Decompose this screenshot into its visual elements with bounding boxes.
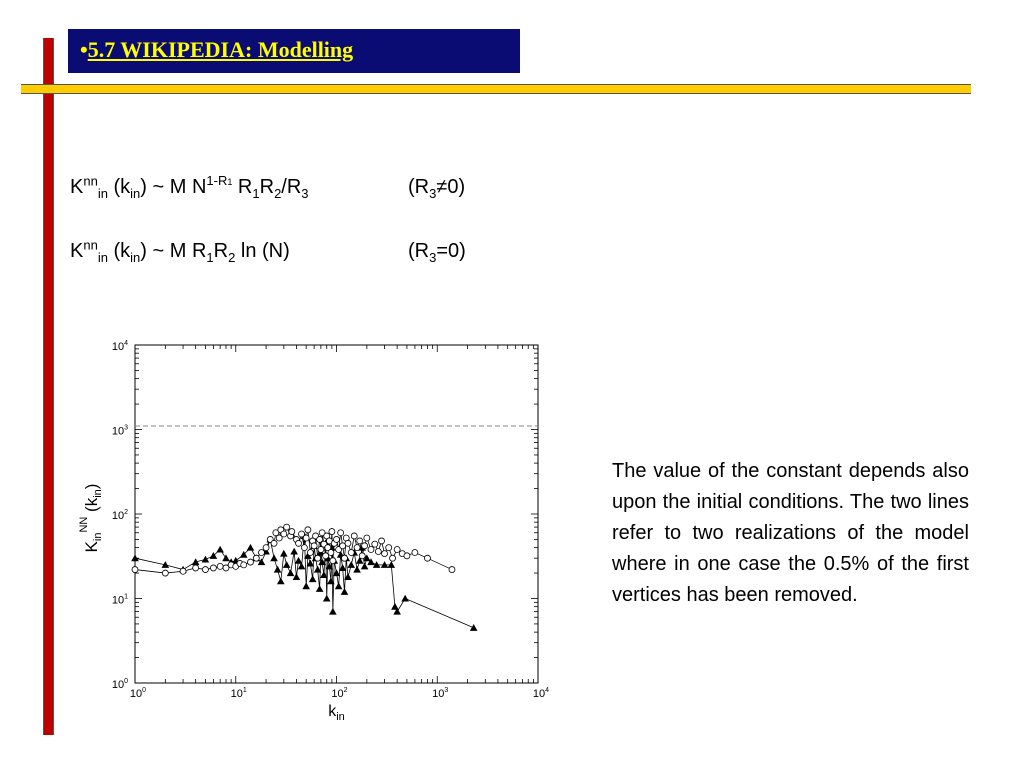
title-bullet: •: [80, 37, 88, 62]
circle-point: [318, 547, 324, 553]
circle-point: [449, 567, 455, 573]
triangle-point: [309, 575, 317, 582]
condition-r3-zero: $(R_3=0)$: [408, 240, 466, 265]
circle-point: [424, 555, 430, 561]
triangle-point: [401, 595, 409, 602]
description-text: The value of the constant depends also upon the initial conditions. The two lines refer to two realizations of the model where in one case the 0.5% of the first vertices has been removed.: [612, 460, 969, 606]
triangle-point: [323, 595, 331, 602]
circle-point: [354, 545, 360, 551]
circle-point: [375, 548, 381, 554]
circle-point: [210, 565, 216, 571]
circle-point: [341, 555, 347, 561]
circle-point: [348, 550, 354, 556]
circle-point: [258, 550, 264, 556]
triangle-point: [202, 556, 210, 563]
triangle-point: [270, 554, 278, 561]
y-tick-label: $10^4$: [111, 340, 128, 353]
circle-point: [364, 535, 370, 541]
y-tick-label: $10^0$: [111, 678, 128, 691]
circle-point: [334, 536, 340, 542]
circle-point: [271, 540, 277, 546]
triangle-point: [216, 546, 224, 553]
triangle-point: [280, 550, 288, 557]
circle-point: [330, 558, 336, 564]
x-tick-label: $10^4$: [532, 687, 550, 700]
triangle-point: [293, 573, 301, 580]
circle-point: [241, 562, 247, 568]
y-tick-label: $10^2$: [111, 509, 128, 522]
triangle-point: [247, 544, 255, 551]
triangle-point: [316, 585, 324, 592]
triangle-point: [470, 624, 478, 631]
circle-point: [359, 553, 365, 559]
circle-point: [338, 530, 344, 536]
circle-point: [202, 567, 208, 573]
circle-point: [296, 540, 302, 546]
y-tick-label: $10^3$: [111, 424, 128, 438]
triangle-point: [353, 566, 361, 573]
circle-point: [253, 555, 259, 561]
triangle-point: [277, 577, 285, 584]
circle-point: [394, 547, 400, 553]
triangle-point: [287, 569, 295, 576]
triangle-point: [335, 582, 343, 589]
circle-point: [162, 570, 168, 576]
title-link[interactable]: 5.7 WIKIPEDIA: Modelling: [87, 37, 354, 62]
circle-point: [362, 543, 368, 549]
triangle-point: [347, 561, 355, 568]
triangle-point: [302, 582, 310, 589]
x-tick-label: $10^0$: [129, 687, 147, 700]
circle-point: [412, 550, 418, 556]
circle-point: [132, 567, 138, 573]
x-tick-label: $10^3$: [432, 687, 449, 700]
circle-point: [305, 527, 311, 533]
circle-point: [247, 559, 253, 565]
circle-point: [217, 563, 223, 569]
circle-point: [357, 538, 363, 544]
x-tick-label: $10^2$: [331, 687, 348, 700]
circle-point: [372, 541, 378, 547]
circle-point: [180, 568, 186, 574]
circle-point: [368, 547, 374, 553]
x-tick-label: $10^1$: [230, 687, 247, 700]
circle-point: [193, 565, 199, 571]
x-axis-label: $k_{in}$: [328, 703, 345, 723]
triangle-point: [290, 548, 298, 555]
circle-point: [284, 524, 290, 530]
circle-point: [328, 550, 334, 556]
circle-point: [390, 555, 396, 561]
equation-r3-nonzero: $K^{nn}_{in}$ $(k_{in})$ ~ M $N^{1-R1}$ $R_1R_2/R_3$ $(R_3\ne 0)$: [70, 173, 466, 201]
circle-point: [404, 553, 410, 559]
circle-point: [311, 543, 317, 549]
triangle-point: [283, 561, 291, 568]
circle-point: [315, 555, 321, 561]
circle-point: [345, 540, 351, 546]
triangle-point: [274, 566, 282, 573]
triangle-point: [295, 557, 303, 564]
condition-r3-nonzero: $(R_3\ne 0)$: [408, 176, 466, 201]
circle-point: [263, 545, 269, 551]
equation-r3-zero: $K^{nn}_{in}$ $(k_{in})$ ~ M $R_1R_2$ ln (N) $(R_3=0)$: [70, 237, 466, 265]
circle-point: [379, 538, 385, 544]
circle-point: [301, 545, 307, 551]
plot-frame: [135, 345, 538, 683]
triangle-point: [222, 554, 230, 561]
circle-point: [281, 531, 287, 537]
circle-point: [329, 529, 335, 535]
triangle-point: [329, 608, 337, 615]
y-axis-label: $K_{in}^{NN}$ $(k_{in})$: [78, 483, 104, 553]
circle-point: [303, 535, 309, 541]
circle-point: [382, 551, 388, 557]
circle-point: [351, 533, 357, 539]
circle-point: [289, 529, 295, 535]
y-tick-label: $10^1$: [111, 593, 128, 607]
circle-point: [386, 545, 392, 551]
circle-point: [307, 550, 313, 556]
